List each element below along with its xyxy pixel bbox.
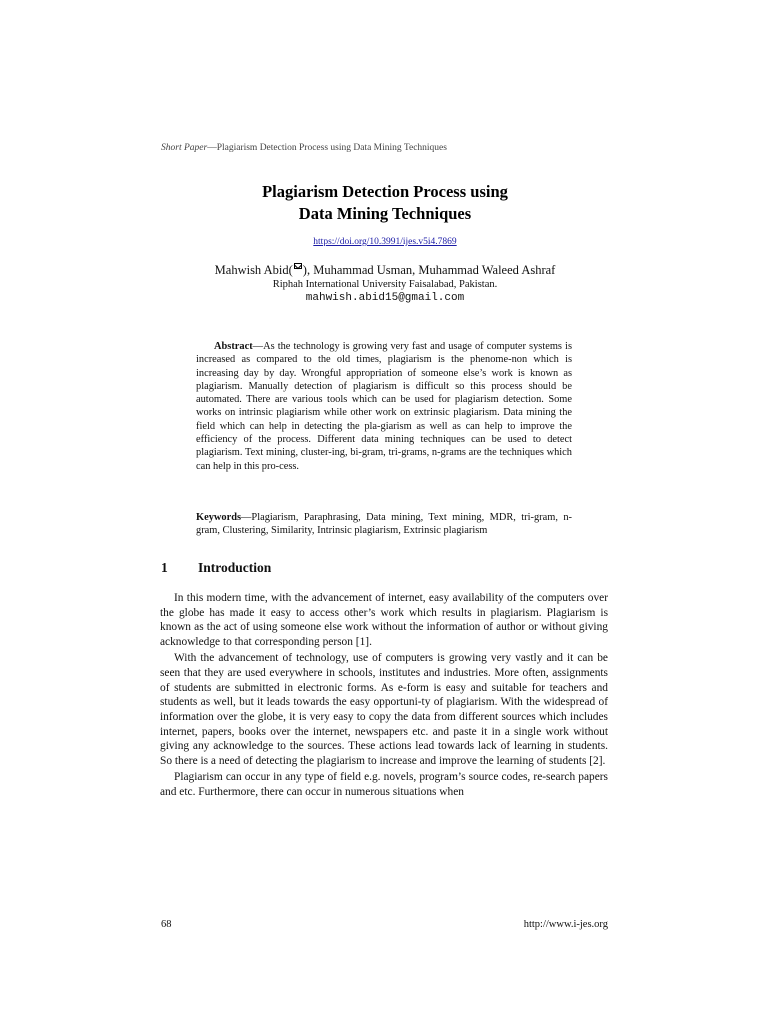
body-paragraph: With the advancement of technology, use of computers is growing very vastly and it can be seen that they are used everywhere in schools, institutes and industries. More often, assignments of students are submitted in electronic forms. As e-form is easy and suitable for teachers and students as well, but it leads towards the easy opportuni-ty of plagiarism. With the widespread of information over the globe, it is very easy to copy the data from different sources which includes internet, papers, books over the internet, newspapers etc. and paste it in a single work without giving any acknowledge to the sources. These actions lead towards lack of learning in students. So there is a need of detecting the plagiarism to increase and improve the learning of students [2]. bbox=[160, 652, 608, 768]
abstract bbox=[196, 340, 572, 473]
section-heading bbox=[161, 560, 611, 576]
page-number: 68 bbox=[161, 919, 172, 930]
section-body bbox=[160, 591, 608, 799]
keywords bbox=[196, 511, 572, 538]
body-paragraph: Plagiarism can occur in any type of field e.g. novels, program’s source codes, re-search papers and etc. Furthermore, there can occur in numerous situations when bbox=[160, 771, 608, 798]
title-line-1: Plagiarism Detection Process using bbox=[262, 182, 508, 201]
running-title: —Plagiarism Detection Process using Data Mining Techniques bbox=[207, 143, 447, 153]
section-number: 1 bbox=[161, 560, 168, 575]
running-header bbox=[161, 143, 611, 153]
author-email[interactable]: mahwish.abid15@gmail.com bbox=[305, 292, 465, 304]
first-author: Mahwish Abid bbox=[214, 263, 289, 277]
paper-title bbox=[160, 181, 610, 225]
authors-line bbox=[160, 263, 610, 278]
abstract-label: Abstract bbox=[214, 341, 253, 352]
doi-link[interactable]: https://doi.org/10.3991/ijes.v5i4.7869 bbox=[313, 237, 457, 247]
keywords-label: Keywords bbox=[196, 512, 242, 523]
abstract-text: —As the technology is growing very fast and usage of computer systems is increased as compared to the old times, plagiarism is the phenome-non which is increasing day by day. Wrongful appropriation of someone else’s work is known as plagiarism. Manually detection of plagiarism is difficult so this process should be automated. There are various tools which can be used for plagiarism detection. Some works on intrinsic plagiarism while other work on extrinsic plagiarism. Data mining the field which can help in detecting the pla-giarism as well as can help to improve the efficiency of the process. Different data mining techniques can be used to detect plagiarism. Text mining, cluster-ing, bi-gram, tri-grams, n-grams are the techniques which can help in this pro-cess. bbox=[196, 341, 572, 472]
section-title: Introduction bbox=[198, 560, 272, 575]
corresponding-author-envelope-icon: ( ) bbox=[288, 263, 307, 277]
other-authors: , Muhammad Usman, Muhammad Waleed Ashraf bbox=[306, 263, 556, 277]
title-line-2: Data Mining Techniques bbox=[298, 204, 472, 223]
keywords-text: —Plagiarism, Paraphrasing, Data mining, Text mining, MDR, tri-gram, n-gram, Clustering, Similarity, Intrinsic plagiarism, Extrinsic plagiarism bbox=[196, 512, 572, 537]
affiliation: Riphah International University Faisalabad, Pakistan. bbox=[272, 279, 498, 290]
body-paragraph: In this modern time, with the advancement of internet, easy availability of the computers over the globe has made it easy to access other’s work which results in plagiarism. Plagiarism is known as the act of using someone else work without the information of author or without giving acknowledge to that corresponding person [1]. bbox=[160, 592, 608, 649]
footer-url[interactable]: http://www.i-jes.org bbox=[523, 919, 608, 930]
journal-section: Short Paper bbox=[161, 143, 208, 153]
